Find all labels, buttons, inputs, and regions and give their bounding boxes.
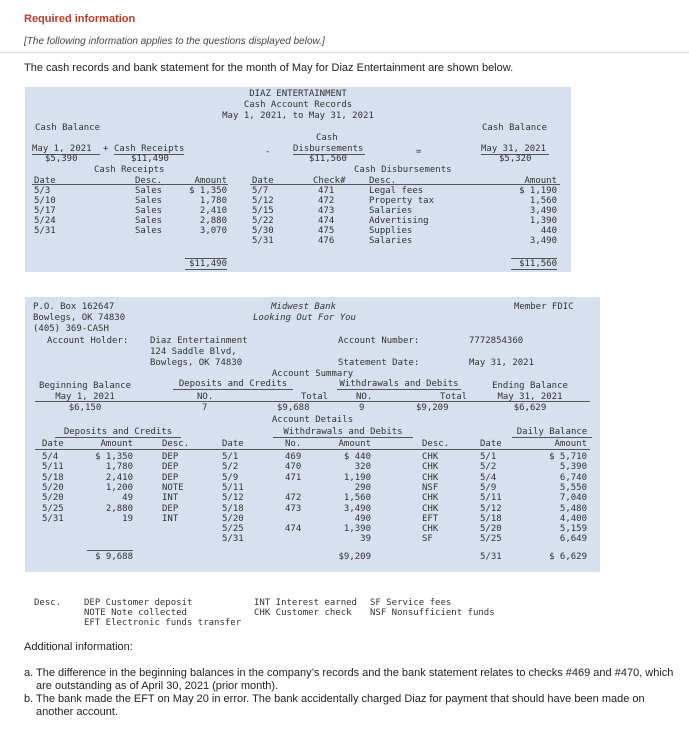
withdrawal-date: 5/2 xyxy=(222,462,239,472)
withdrawal-no: 472 xyxy=(285,493,302,503)
withdrawal-amount: 1,560 xyxy=(343,493,371,503)
receipt-desc: Sales xyxy=(135,206,163,216)
disb-desc: Property tax xyxy=(369,196,435,206)
daily-date: 5/12 xyxy=(480,504,502,514)
dep-section-title: Deposits and Credits xyxy=(55,427,181,438)
sum-wd-total-label: Total xyxy=(440,392,468,402)
withdrawal-desc: CHK xyxy=(422,493,439,503)
withdrawal-amount: 290 xyxy=(354,483,371,493)
divider xyxy=(0,52,689,53)
sum-dep-no: 7 xyxy=(202,403,208,413)
dep-col-amount: Amount xyxy=(100,439,133,449)
disb-col-amount: Amount xyxy=(524,176,557,186)
withdrawal-no: 470 xyxy=(285,462,302,472)
deposit-amount: 2,410 xyxy=(105,473,133,483)
receipt-amount: $ 1,350 xyxy=(189,186,227,196)
cash-records-panel xyxy=(25,87,571,272)
records-period: May 1, 2021, to May 31, 2021 xyxy=(222,111,374,121)
disb-col-check: Check# xyxy=(313,176,346,186)
daily-amount: 6,649 xyxy=(559,534,587,544)
daily-amount: 5,480 xyxy=(559,504,587,514)
sum-end-label: Ending Balance xyxy=(492,381,568,391)
sum-dep-no-label: NO. xyxy=(197,392,214,402)
details-title: Account Details xyxy=(271,415,354,425)
legend-chk: CHK Customer check xyxy=(254,608,352,618)
disbursements-total-top: $11,560 xyxy=(309,154,347,164)
daily-col-date: Date xyxy=(480,439,502,449)
deposit-amount: 2,880 xyxy=(105,504,133,514)
disb-amount: $ 1,190 xyxy=(519,186,557,196)
withdrawal-no: 469 xyxy=(285,452,302,462)
disb-desc: Salaries xyxy=(369,206,413,216)
withdrawal-no: 471 xyxy=(285,473,302,483)
deposit-amount: $ 1,350 xyxy=(95,452,133,462)
deposit-date: 5/31 xyxy=(42,514,64,524)
disb-check: 475 xyxy=(318,226,335,236)
holder-city: Bowlegs, OK 74830 xyxy=(150,358,243,368)
stmt-date-label: Statement Date: xyxy=(338,358,420,368)
disb-check: 473 xyxy=(318,206,335,216)
end-date: May 31, 2021 xyxy=(481,144,549,155)
plus-sign: + xyxy=(103,144,109,154)
disb-amount: 440 xyxy=(540,226,557,236)
deposit-date: 5/11 xyxy=(42,462,64,472)
wd-col-no: No. xyxy=(285,439,302,449)
withdrawal-amount: 1,190 xyxy=(343,473,371,483)
bank-address-2: Bowlegs, OK 74830 xyxy=(33,313,126,323)
deposit-date: 5/20 xyxy=(42,493,64,503)
records-title: Cash Account Records xyxy=(243,100,353,110)
rec-col-date: Date xyxy=(34,176,56,186)
minus-sign: - xyxy=(265,147,271,157)
disb-desc: Supplies xyxy=(369,226,413,236)
withdrawal-no: 473 xyxy=(285,504,302,514)
deposit-date: 5/4 xyxy=(42,452,59,462)
receipt-amount: 1,780 xyxy=(199,196,227,206)
legend-dep: DEP Customer deposit xyxy=(84,598,193,608)
sum-dep-total: $9,688 xyxy=(277,403,310,413)
sum-wd-no: 9 xyxy=(359,403,365,413)
sum-begin-date: May 1, 2021 xyxy=(55,392,115,402)
disb-check: 472 xyxy=(318,196,335,206)
withdrawal-date: 5/25 xyxy=(222,524,244,534)
withdrawal-date: 5/20 xyxy=(222,514,244,524)
sum-end-amount: $6,629 xyxy=(513,403,547,413)
dep-total: $ 9,688 xyxy=(95,552,133,562)
disb-desc: Legal fees xyxy=(369,186,424,196)
withdrawal-desc: CHK xyxy=(422,452,439,462)
withdrawal-amount: 320 xyxy=(354,462,371,472)
deposit-desc: NOTE xyxy=(162,483,184,493)
bank-name: Midwest Bank xyxy=(271,302,337,312)
withdrawal-amount: 3,490 xyxy=(343,504,371,514)
disb-date: 5/22 xyxy=(252,216,274,226)
receipt-date: 5/24 xyxy=(34,216,56,226)
bank-tagline: Looking Out For You xyxy=(253,313,356,323)
dep-col-desc: Desc. xyxy=(162,439,190,449)
withdrawal-desc: CHK xyxy=(422,462,439,472)
wd-col-desc: Desc. xyxy=(422,439,450,449)
disb-total: $11,560 xyxy=(511,258,557,270)
receipt-amount: 2,410 xyxy=(199,206,227,216)
summary-title: Account Summary xyxy=(271,369,354,379)
receipt-desc: Sales xyxy=(135,226,163,236)
daily-date: 5/9 xyxy=(480,483,497,493)
receipt-desc: Sales xyxy=(135,186,163,196)
receipt-date: 5/17 xyxy=(34,206,56,216)
deposit-amount: 19 xyxy=(122,514,133,524)
withdrawal-desc: EFT xyxy=(422,514,439,524)
deposit-desc: DEP xyxy=(162,473,179,483)
disb-desc: Advertising xyxy=(369,216,429,226)
deposit-desc: INT xyxy=(162,493,179,503)
acct-num-label: Account Number: xyxy=(338,336,420,346)
daily-amount: 6,740 xyxy=(559,473,587,483)
bank-address-1: P.O. Box 162647 xyxy=(33,302,115,312)
intro-text: The cash records and bank statement for the month of May for Diaz Entertainment are shown below. xyxy=(24,62,514,74)
sum-dep-label: Deposits and Credits xyxy=(173,379,293,390)
disb-amount: 1,560 xyxy=(529,196,557,206)
disb-col-desc: Desc. xyxy=(369,176,397,186)
deposit-date: 5/25 xyxy=(42,504,64,514)
stmt-date: May 31, 2021 xyxy=(469,358,535,368)
withdrawal-date: 5/31 xyxy=(222,534,244,544)
additional-b: b. The bank made the EFT on May 20 in error. The bank accidentally charged Diaz for payment that should have been made on another account. xyxy=(24,693,645,718)
sum-wd-total: $9,209 xyxy=(416,403,449,413)
withdrawal-date: 5/9 xyxy=(222,473,239,483)
deposit-date: 5/20 xyxy=(42,483,64,493)
withdrawal-amount: 39 xyxy=(360,534,371,544)
disb-amount: 1,390 xyxy=(529,216,557,226)
acct-num: 7772854360 xyxy=(469,336,524,346)
deposit-amount: 1,780 xyxy=(105,462,133,472)
disb-check: 471 xyxy=(318,186,335,196)
sum-wd-no-label: NO. xyxy=(356,392,373,402)
daily-amount: 7,040 xyxy=(559,493,587,503)
daily-section-title: Daily Balance xyxy=(512,427,592,438)
deposit-desc: INT xyxy=(162,514,179,524)
sum-begin-amount: $6,150 xyxy=(68,403,102,413)
withdrawal-amount: $ 440 xyxy=(343,452,371,462)
disbursements-label: Disbursements xyxy=(293,144,364,154)
rec-col-amount: Amount xyxy=(194,176,227,186)
additional-a: a. The difference in the beginning balances in the company’s records and the bank statement relates to checks #469 and #470, which are outstanding as of April 30, 2021 (prior month). xyxy=(24,667,674,692)
page-title: Required information xyxy=(24,13,136,25)
equals-sign: = xyxy=(416,147,422,157)
dep-total-rule xyxy=(87,550,133,551)
daily-amount: 4,400 xyxy=(559,514,587,524)
receipt-desc: Sales xyxy=(135,196,163,206)
receipts-label: Cash Receipts xyxy=(114,144,185,154)
holder-name: Diaz Entertainment xyxy=(150,336,248,346)
disb-date: 5/15 xyxy=(252,206,274,216)
legend-nsf: NSF Nonsufficient funds xyxy=(370,608,495,618)
end-amount: $5,320 xyxy=(499,154,532,164)
sum-end-date: May 31, 2021 xyxy=(497,392,563,402)
withdrawal-desc: NSF xyxy=(422,483,439,493)
deposit-desc: DEP xyxy=(162,462,179,472)
receipt-amount: 2,880 xyxy=(199,216,227,226)
holder-street: 124 Saddle Blvd, xyxy=(150,347,237,357)
member-fdic: Member FDIC xyxy=(514,302,574,312)
receipts-section-title: Cash Receipts xyxy=(94,165,165,175)
receipts-total-top: $11,490 xyxy=(131,154,169,164)
disb-col-date: Date xyxy=(252,176,274,186)
disb-amount: 3,490 xyxy=(529,206,557,216)
disb-date: 5/12 xyxy=(252,196,274,206)
withdrawal-amount: 490 xyxy=(354,514,371,524)
deposit-desc: DEP xyxy=(162,452,179,462)
deposit-desc: DEP xyxy=(162,504,179,514)
withdrawal-date: 5/1 xyxy=(222,452,239,462)
legend-eft: EFT Electronic funds transfer xyxy=(84,618,242,628)
daily-amount: $ 6,629 xyxy=(549,552,587,562)
daily-amount: 5,159 xyxy=(559,524,587,534)
begin-balance-label: Cash Balance xyxy=(35,123,101,133)
daily-date: 5/4 xyxy=(480,473,497,483)
bank-statement-panel xyxy=(25,297,600,572)
daily-date: 5/2 xyxy=(480,462,497,472)
wd-col-amount: Amount xyxy=(338,439,371,449)
disb-date: 5/31 xyxy=(252,236,274,246)
disb-date: 5/7 xyxy=(252,186,269,196)
withdrawal-date: 5/18 xyxy=(222,504,244,514)
withdrawal-date: 5/12 xyxy=(222,493,244,503)
wd-col-date: Date xyxy=(222,439,244,449)
daily-amount: $ 5,710 xyxy=(549,452,587,462)
disb-date: 5/30 xyxy=(252,226,274,236)
bank-phone: (405) 369-CASH xyxy=(33,324,109,334)
disb-amount: 3,490 xyxy=(529,236,557,246)
withdrawal-desc: CHK xyxy=(422,524,439,534)
cash-label: Cash xyxy=(316,133,338,143)
withdrawal-amount: 1,390 xyxy=(343,524,371,534)
withdrawal-date: 5/11 xyxy=(222,483,244,493)
end-balance-label: Cash Balance xyxy=(482,123,548,133)
disb-desc: Salaries xyxy=(369,236,413,246)
deposit-amount: 1,200 xyxy=(105,483,133,493)
begin-amount: $5,390 xyxy=(45,154,78,164)
daily-date: 5/25 xyxy=(480,534,502,544)
daily-date: 5/31 xyxy=(480,552,502,562)
deposit-amount: 49 xyxy=(122,493,133,503)
withdrawal-desc: CHK xyxy=(422,504,439,514)
receipt-date: 5/31 xyxy=(34,226,56,236)
daily-date: 5/11 xyxy=(480,493,502,503)
wd-section-title: Withdrawals and Debits xyxy=(273,427,413,438)
withdrawal-desc: CHK xyxy=(422,473,439,483)
legend-sf: SF Service fees xyxy=(370,598,452,608)
sum-dep-total-label: Total xyxy=(301,392,329,402)
receipt-desc: Sales xyxy=(135,216,163,226)
withdrawal-desc: SF xyxy=(422,534,433,544)
sum-begin-label: Beginning Balance xyxy=(38,381,132,391)
daily-date: 5/18 xyxy=(480,514,502,524)
begin-date: May 1, 2021 xyxy=(32,144,100,155)
details-header-rule xyxy=(35,449,590,450)
holder-label: Account Holder: xyxy=(47,336,129,346)
legend-note: NOTE Note collected xyxy=(84,608,187,618)
rec-col-desc: Desc. xyxy=(135,176,163,186)
dep-col-date: Date xyxy=(42,439,64,449)
legend-label: Desc. xyxy=(34,598,62,608)
daily-date: 5/20 xyxy=(480,524,502,534)
receipts-total: $11,490 xyxy=(185,258,227,270)
company-name: DIAZ ENTERTAINMENT xyxy=(249,89,347,99)
withdrawal-no: 474 xyxy=(285,524,302,534)
receipt-date: 5/10 xyxy=(34,196,56,206)
applies-note: [The following information applies to the questions displayed below.] xyxy=(24,36,325,47)
daily-date: 5/1 xyxy=(480,452,497,462)
receipt-date: 5/3 xyxy=(34,186,51,196)
daily-col-amount: Amount xyxy=(554,439,587,449)
daily-amount: 5,550 xyxy=(559,483,587,493)
sum-wd-label: Withdrawals and Debits xyxy=(337,379,461,390)
disb-section-title: Cash Disbursements xyxy=(354,165,452,175)
disb-check: 476 xyxy=(318,236,335,246)
daily-amount: 5,390 xyxy=(559,462,587,472)
deposit-date: 5/18 xyxy=(42,473,64,483)
summary-rule xyxy=(35,401,590,402)
additional-title: Additional information: xyxy=(24,641,133,653)
receipt-amount: 3,070 xyxy=(199,226,227,236)
disb-check: 474 xyxy=(318,216,335,226)
wd-total: $9,209 xyxy=(338,552,371,562)
legend-int: INT Interest earned xyxy=(254,598,357,608)
